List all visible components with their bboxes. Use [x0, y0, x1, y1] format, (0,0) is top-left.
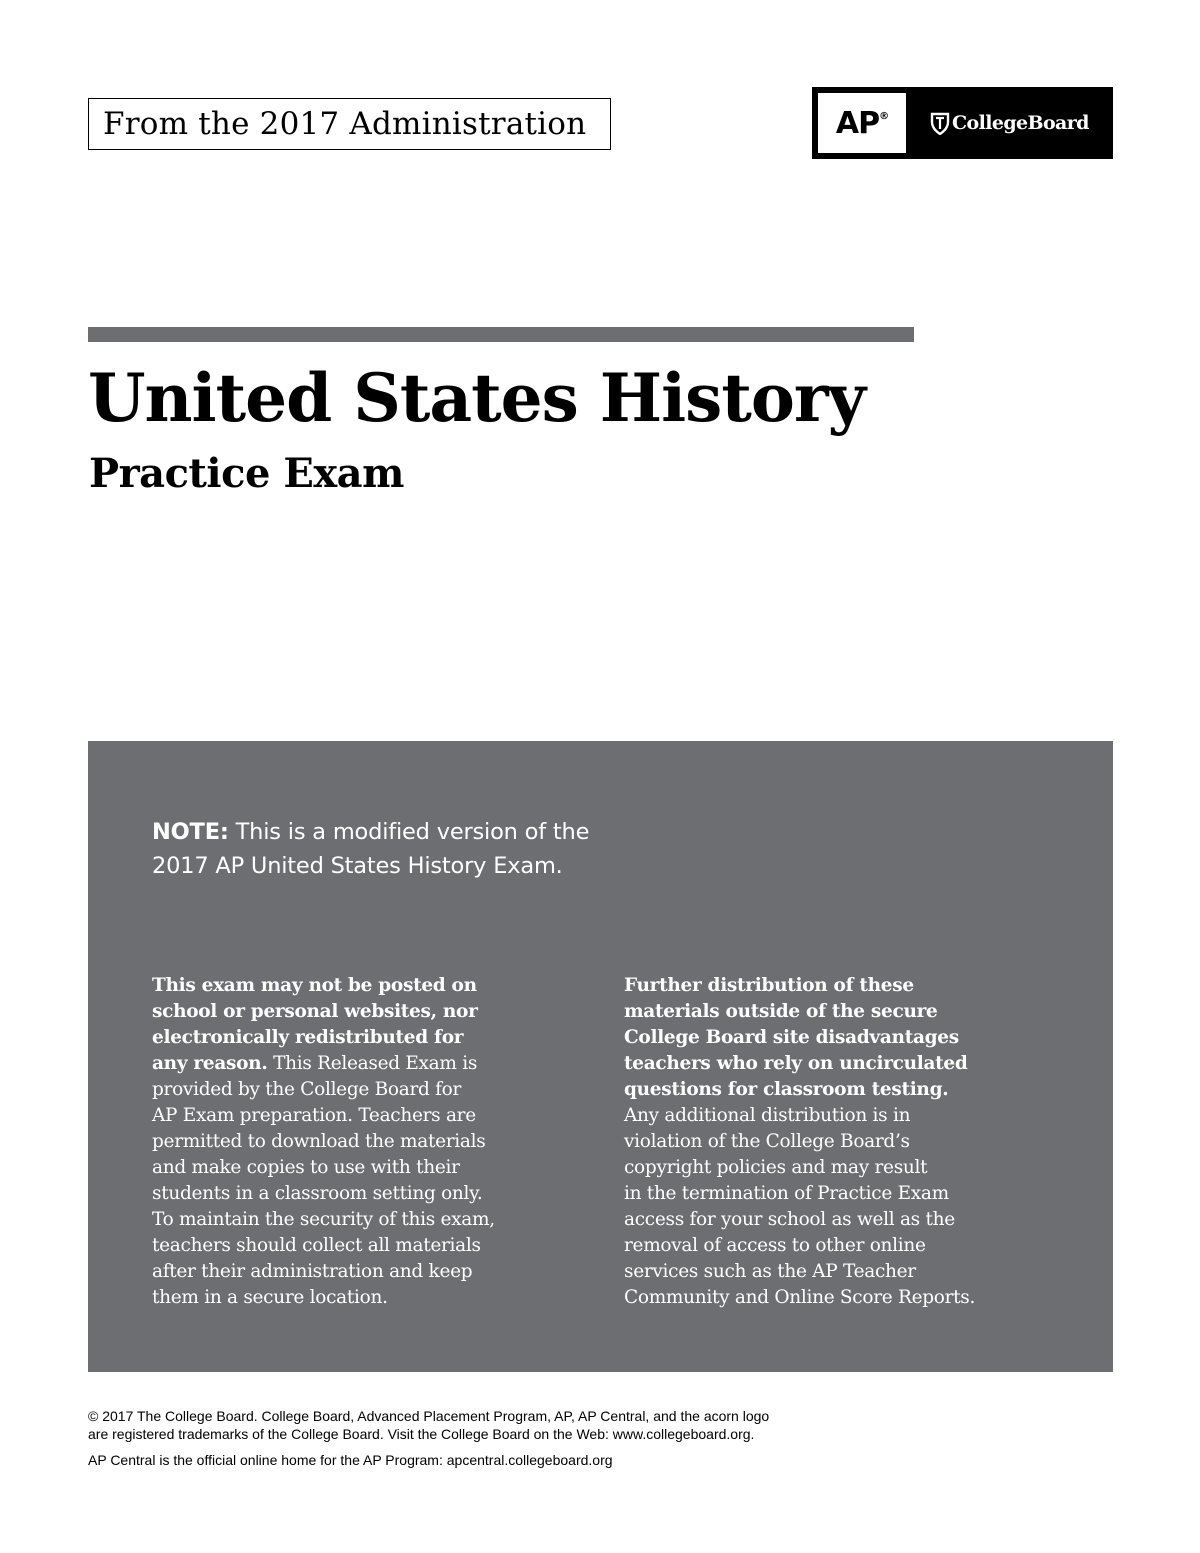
left-regular-line: provided by the College Board for	[152, 1079, 462, 1100]
left-bold-line: This exam may not be posted on	[152, 975, 477, 996]
ap-collegeboard-logo	[812, 87, 1113, 159]
right-bold-line: materials outside of the secure	[624, 1001, 938, 1022]
ap-logo-text: AP	[835, 105, 880, 141]
administration-label-box	[88, 98, 611, 150]
notice-panel	[88, 741, 1113, 1372]
footer	[88, 1407, 988, 1469]
title-rule	[88, 327, 914, 342]
ap-central-line: AP Central is the official online home for the AP Program: apcentral.collegeboard.org	[88, 1452, 613, 1468]
right-regular-line: copyright policies and may result	[624, 1157, 928, 1178]
distribution-warning-column	[624, 973, 1044, 1311]
right-regular-line: violation of the College Board’s	[624, 1131, 910, 1152]
left-regular-line: teachers should collect all materials	[152, 1235, 481, 1256]
left-regular-line: after their administration and keep	[152, 1261, 473, 1282]
left-regular-line: them in a secure location.	[152, 1287, 388, 1308]
registered-mark: ®	[879, 110, 889, 122]
left-regular-line: This Released Exam is	[267, 1053, 478, 1074]
copyright-line: © 2017 The College Board. College Board, Advanced Placement Program, AP, AP Central, and the acorn logo	[88, 1408, 770, 1424]
administration-label: From the 2017 Administration	[103, 106, 587, 142]
left-regular-line: and make copies to use with their	[152, 1157, 460, 1178]
left-bold-line: electronically redistributed for	[152, 1027, 464, 1048]
posting-restriction-column	[152, 973, 572, 1311]
right-regular-line: in the termination of Practice Exam	[624, 1183, 949, 1204]
left-bold-line: any reason.	[152, 1053, 268, 1074]
right-regular-line: removal of access to other online	[624, 1235, 926, 1256]
right-bold-line: teachers who rely on uncirculated	[624, 1053, 968, 1074]
ap-logo	[818, 93, 906, 153]
acorn-shield-icon	[930, 111, 950, 135]
right-regular-line: access for your school as well as the	[624, 1209, 955, 1230]
left-regular-line: To maintain the security of this exam,	[152, 1209, 495, 1230]
modified-version-note	[152, 815, 712, 883]
note-line-1: This is a modified version of the	[228, 819, 590, 845]
copyright-line: are registered trademarks of the College Board. Visit the College Board on the Web: www.collegeboard.org.	[88, 1426, 755, 1442]
left-regular-line: students in a classroom setting only.	[152, 1183, 483, 1204]
left-bold-line: school or personal websites, nor	[152, 1001, 478, 1022]
right-bold-line: questions for classroom testing.	[624, 1079, 949, 1100]
left-regular-line: permitted to download the materials	[152, 1131, 486, 1152]
note-label: NOTE:	[152, 819, 229, 845]
page-subtitle: Practice Exam	[89, 450, 404, 497]
left-regular-line: AP Exam preparation. Teachers are	[152, 1105, 476, 1126]
collegeboard-text: CollegeBoard	[952, 112, 1089, 134]
collegeboard-wordmark	[930, 108, 1089, 138]
right-regular-line: Any additional distribution is in	[624, 1105, 911, 1126]
right-bold-line: Further distribution of these	[624, 975, 914, 996]
right-regular-line: services such as the AP Teacher	[624, 1261, 916, 1282]
right-bold-line: College Board site disadvantages	[624, 1027, 959, 1048]
page-title: United States History	[88, 359, 865, 437]
note-line-2: 2017 AP United States History Exam.	[152, 853, 563, 879]
right-regular-line: Community and Online Score Reports.	[624, 1287, 976, 1308]
